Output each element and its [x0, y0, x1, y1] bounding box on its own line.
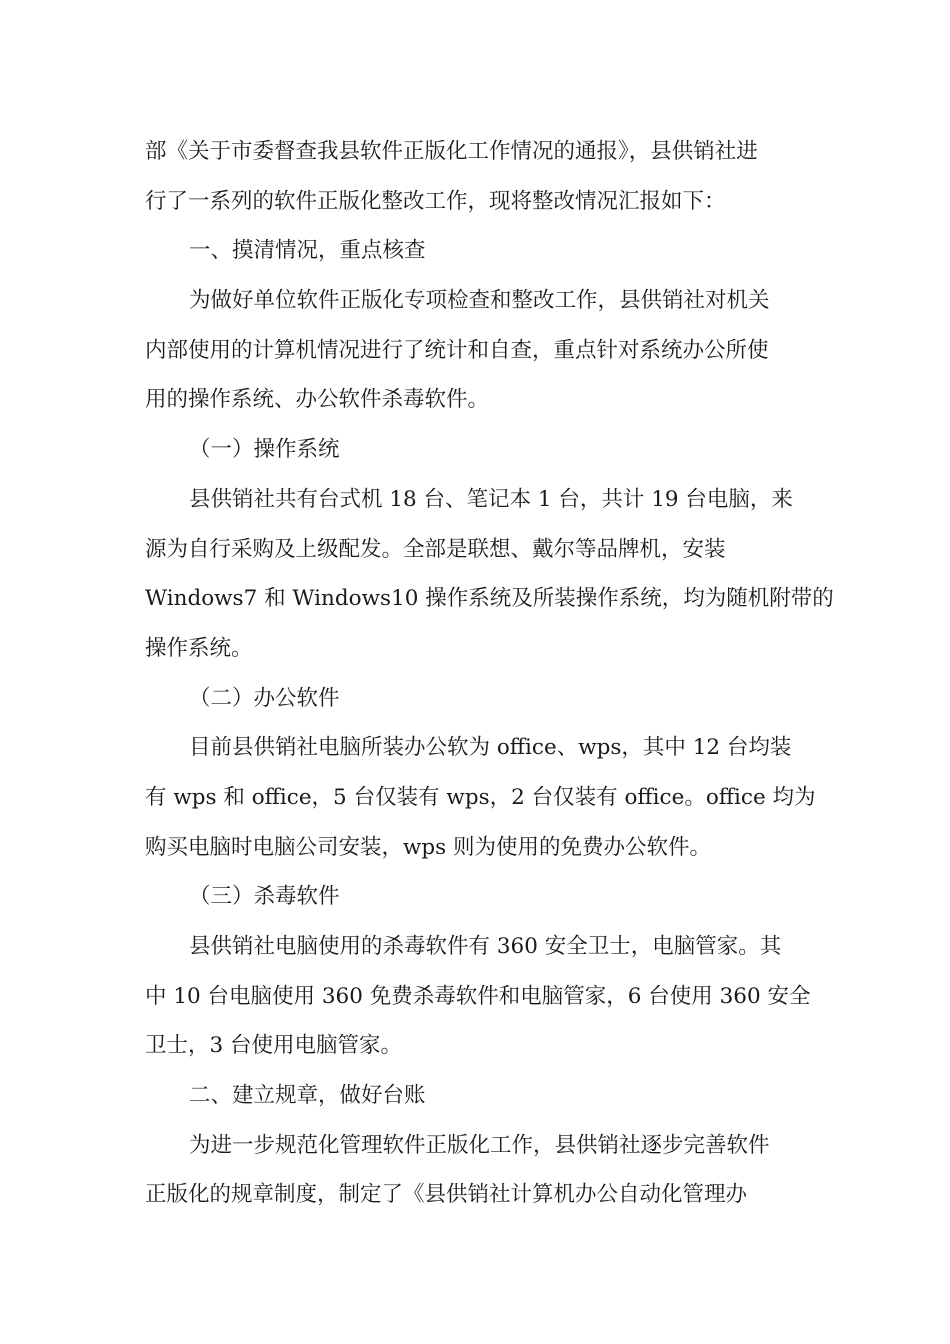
paragraph-line: 正版化的规章制度，制定了《县供销社计算机办公自动化管理办 [145, 1182, 748, 1208]
paragraph-line: 为做好单位软件正版化专项检查和整改工作，县供销社对机关 [189, 288, 770, 314]
section-heading: 二、建立规章，做好台账 [189, 1083, 426, 1109]
subsection-heading: （一）操作系统 [189, 437, 340, 463]
paragraph-line: 为进一步规范化管理软件正版化工作，县供销社逐步完善软件 [189, 1132, 770, 1158]
paragraph-line: 操作系统。 [145, 635, 253, 661]
paragraph-line: 中 10 台电脑使用 360 免费杀毒软件和电脑管家，6 台使用 360 安全 [145, 983, 811, 1009]
paragraph-line: 卫士，3 台使用电脑管家。 [145, 1033, 403, 1059]
section-heading: 一、摸清情况，重点核查 [189, 238, 426, 264]
paragraph-line: 有 wps 和 office，5 台仅装有 wps，2 台仅装有 office。office 均为 [145, 784, 816, 810]
subsection-heading: （二）办公软件 [189, 685, 340, 711]
document-body [145, 127, 834, 1220]
paragraph-line: 购买电脑时电脑公司安装，wps 则为使用的免费办公软件。 [145, 834, 712, 860]
paragraph-line: 源为自行采购及上级配发。全部是联想、戴尔等品牌机，安装 [145, 536, 726, 562]
paragraph-line: 用的操作系统、办公软件杀毒软件。 [145, 387, 490, 413]
paragraph-line: 内部使用的计算机情况进行了统计和自查，重点针对系统办公所使 [145, 337, 769, 363]
paragraph-line: 行了一系列的软件正版化整改工作，现将整改情况汇报如下： [145, 188, 726, 214]
paragraph-line: Windows7 和 Windows10 操作系统及所装操作系统，均为随机附带的 [145, 586, 834, 612]
paragraph-line: 部《关于市委督查我县软件正版化工作情况的通报》，县供销社进 [145, 139, 758, 164]
paragraph-line: 县供销社电脑使用的杀毒软件有 360 安全卫士，电脑管家。其 [189, 934, 782, 959]
paragraph-line: 县供销社共有台式机 18 台、笔记本 1 台，共计 19 台电脑，来 [189, 486, 793, 512]
paragraph-line: 目前县供销社电脑所装办公软为 office、wps，其中 12 台均装 [189, 735, 792, 761]
subsection-heading: （三）杀毒软件 [189, 884, 340, 910]
